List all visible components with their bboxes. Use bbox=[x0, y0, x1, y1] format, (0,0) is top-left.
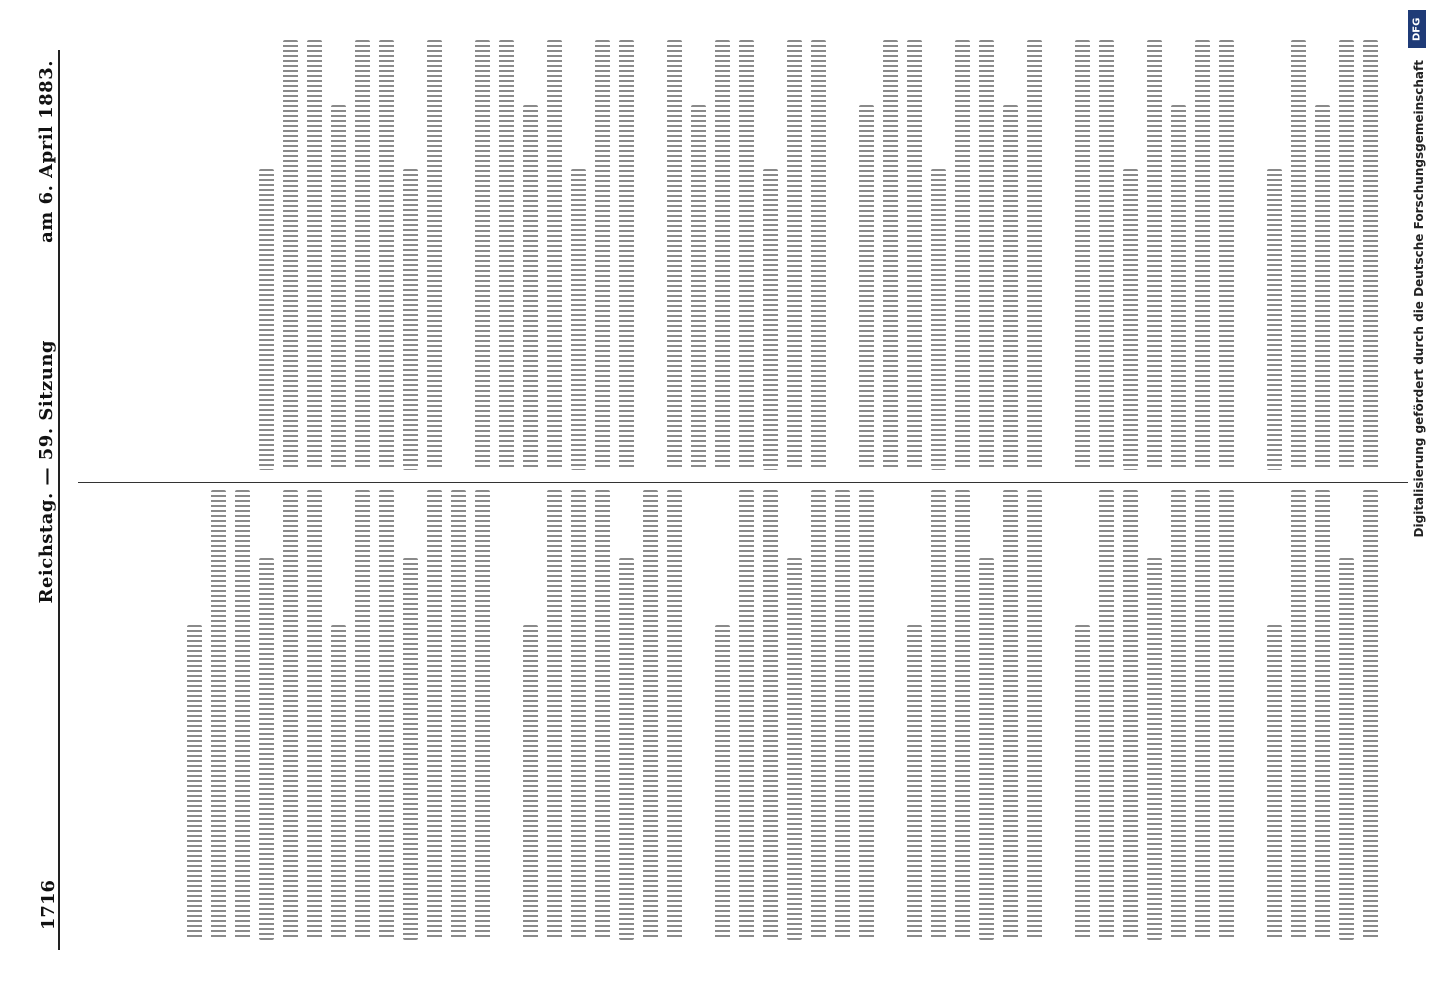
text-line bbox=[1027, 490, 1042, 940]
text-line bbox=[1171, 105, 1186, 471]
text-line bbox=[715, 40, 730, 470]
text-line bbox=[811, 40, 826, 470]
text-line bbox=[1051, 490, 1066, 940]
text-line bbox=[1075, 40, 1090, 470]
text-line bbox=[355, 40, 370, 470]
text-line bbox=[1219, 490, 1234, 940]
text-line bbox=[475, 490, 490, 940]
text-line bbox=[571, 490, 586, 940]
text-line bbox=[1267, 625, 1282, 940]
text-line bbox=[1147, 558, 1162, 941]
text-line bbox=[283, 40, 298, 470]
text-line bbox=[1315, 105, 1330, 471]
column-divider bbox=[78, 482, 1408, 483]
text-line bbox=[595, 40, 610, 470]
page-number: 1716 bbox=[38, 880, 59, 931]
text-line bbox=[1363, 490, 1378, 940]
text-line bbox=[451, 40, 466, 470]
text-line bbox=[907, 40, 922, 470]
text-line bbox=[691, 490, 706, 940]
text-line bbox=[547, 490, 562, 940]
page-date: am 6. April 1883. bbox=[36, 60, 57, 243]
text-line bbox=[1243, 40, 1258, 470]
text-line bbox=[907, 625, 922, 940]
text-line bbox=[787, 40, 802, 470]
text-line bbox=[1123, 169, 1138, 470]
text-line bbox=[739, 40, 754, 470]
text-line bbox=[931, 490, 946, 940]
text-line bbox=[595, 490, 610, 940]
text-line bbox=[187, 625, 202, 940]
page-title: Reichstag. — 59. Sitzung bbox=[36, 340, 57, 604]
text-line bbox=[499, 40, 514, 470]
text-line bbox=[1075, 625, 1090, 940]
text-line bbox=[475, 40, 490, 470]
text-line bbox=[1315, 490, 1330, 940]
text-line bbox=[979, 558, 994, 941]
text-line bbox=[955, 40, 970, 470]
text-line bbox=[1291, 40, 1306, 470]
text-line bbox=[1291, 490, 1306, 940]
text-line bbox=[427, 40, 442, 470]
text-line bbox=[979, 40, 994, 470]
text-line bbox=[259, 558, 274, 941]
text-line bbox=[1195, 490, 1210, 940]
text-line bbox=[1027, 40, 1042, 470]
text-line bbox=[883, 40, 898, 470]
text-line bbox=[331, 625, 346, 940]
text-line bbox=[499, 490, 514, 940]
text-line bbox=[571, 169, 586, 470]
text-line bbox=[811, 490, 826, 940]
text-line bbox=[859, 490, 874, 940]
text-line bbox=[379, 40, 394, 470]
text-line bbox=[1219, 40, 1234, 470]
text-line bbox=[1099, 40, 1114, 470]
text-line bbox=[1363, 40, 1378, 470]
text-line bbox=[211, 490, 226, 940]
text-line bbox=[787, 558, 802, 941]
text-line bbox=[643, 490, 658, 940]
dfg-logo: DFG bbox=[1408, 10, 1426, 48]
text-line bbox=[835, 490, 850, 940]
text-line bbox=[643, 40, 658, 470]
text-line bbox=[1099, 490, 1114, 940]
text-line bbox=[403, 558, 418, 941]
text-line bbox=[283, 490, 298, 940]
text-line bbox=[451, 490, 466, 940]
text-line bbox=[715, 625, 730, 940]
text-line bbox=[1243, 490, 1258, 940]
text-line bbox=[931, 169, 946, 470]
text-line bbox=[235, 490, 250, 940]
text-line bbox=[619, 558, 634, 941]
text-line bbox=[523, 625, 538, 940]
text-line bbox=[667, 40, 682, 470]
text-line bbox=[1147, 40, 1162, 470]
text-line bbox=[1123, 490, 1138, 940]
text-line bbox=[955, 490, 970, 940]
text-line bbox=[331, 105, 346, 471]
scanned-page bbox=[18, 20, 1388, 980]
text-column-lower bbox=[88, 490, 1378, 940]
text-line bbox=[379, 490, 394, 940]
text-line bbox=[763, 490, 778, 940]
text-line bbox=[667, 490, 682, 940]
text-line bbox=[1339, 40, 1354, 470]
digitization-credit: Digitalisierung gefördert durch die Deutsche Forschungsgemeinschaft bbox=[1412, 60, 1426, 538]
text-line bbox=[259, 169, 274, 470]
text-line bbox=[355, 490, 370, 940]
text-line bbox=[547, 40, 562, 470]
text-line bbox=[1171, 490, 1186, 940]
text-line bbox=[691, 105, 706, 471]
text-line bbox=[859, 105, 874, 471]
text-line bbox=[835, 40, 850, 470]
text-line bbox=[763, 169, 778, 470]
header-rule bbox=[58, 50, 66, 950]
text-line bbox=[1003, 490, 1018, 940]
text-line bbox=[523, 105, 538, 471]
text-line bbox=[403, 169, 418, 470]
text-line bbox=[307, 490, 322, 940]
text-line bbox=[427, 490, 442, 940]
text-line bbox=[1003, 105, 1018, 471]
text-column-upper bbox=[88, 40, 1378, 470]
text-line bbox=[619, 40, 634, 470]
text-line bbox=[1339, 558, 1354, 941]
text-line bbox=[1051, 40, 1066, 470]
text-line bbox=[1267, 169, 1282, 470]
text-line bbox=[307, 40, 322, 470]
text-line bbox=[739, 490, 754, 940]
text-line bbox=[883, 490, 898, 940]
text-line bbox=[1195, 40, 1210, 470]
